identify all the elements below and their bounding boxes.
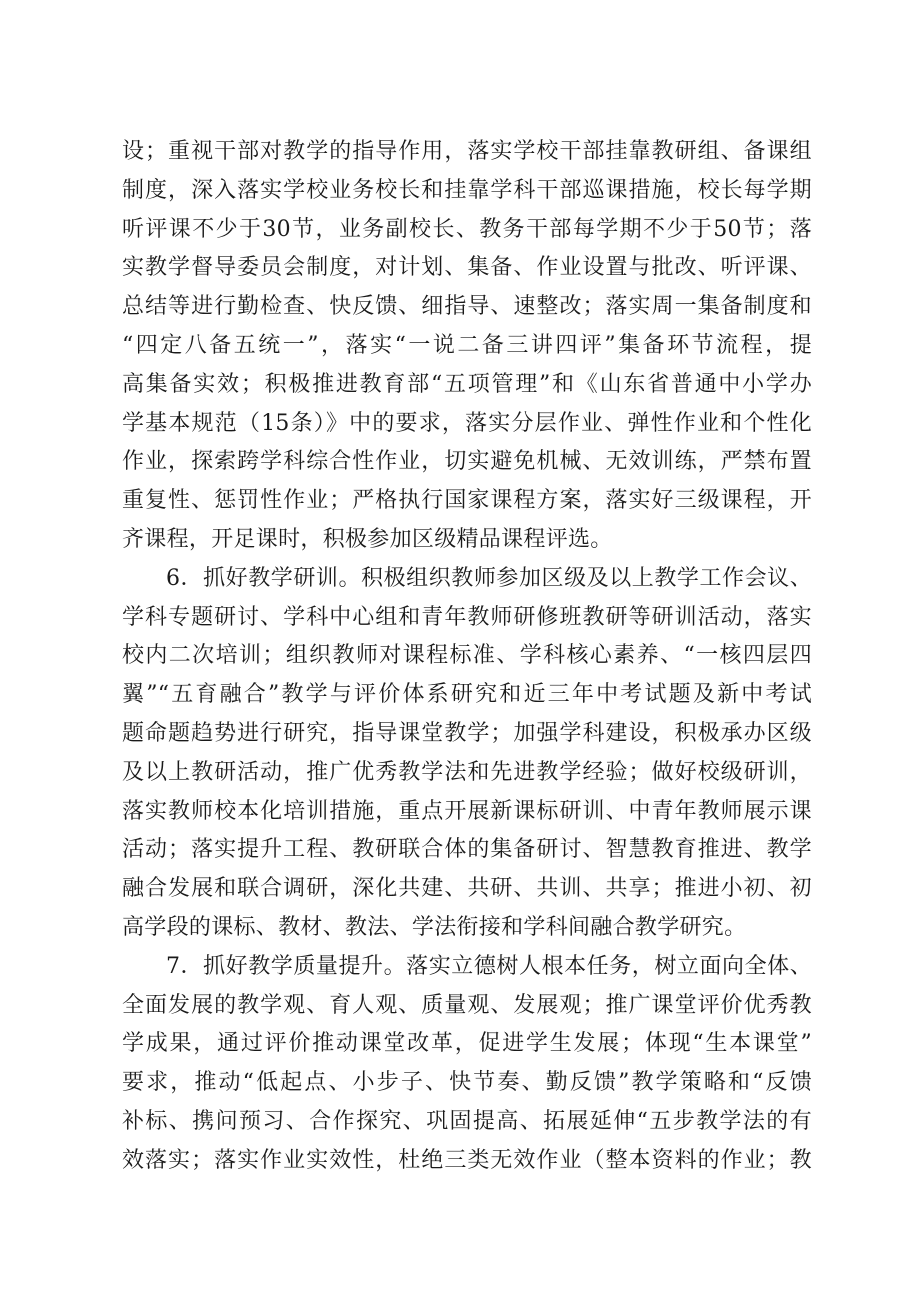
text-line: 6．抓好教学研训。积极组织教师参加区级及以上教学工作会议、 xyxy=(166,565,812,591)
text-line: 听评课不少于30节，业务副校长、教务干部每学期不少于50节；落 xyxy=(122,216,812,242)
text-line: 7．抓好教学质量提升。落实立德树人根本任务，树立面向全体、 xyxy=(166,953,812,979)
text-line: 效落实；落实作业实效性，杜绝三类无效作业（整本资料的作业；教 xyxy=(122,1147,812,1173)
text-line: 制度，深入落实学校业务校长和挂靠学科干部巡课措施，校长每学期 xyxy=(122,177,812,203)
text-line: 设；重视干部对教学的指导作用，落实学校干部挂靠教研组、备课组 xyxy=(122,139,812,164)
paragraph-continued xyxy=(122,133,812,560)
text-line: 校内二次培训；组织教师对课程标准、学科核心素养、“一核四层四 xyxy=(122,643,812,669)
paragraph-item-6 xyxy=(122,560,812,948)
text-line: 齐课程，开足课时，积极参加区级精品课程评选。 xyxy=(122,526,613,552)
paragraph-item-7 xyxy=(122,948,812,1181)
text-line: 重复性、惩罚性作业；严格执行国家课程方案，落实好三级课程，开 xyxy=(122,488,812,514)
text-line: 高学段的课标、教材、教法、学法衔接和学科间融合教学研究。 xyxy=(122,914,747,940)
text-line: 学科专题研讨、学科中心组和青年教师研修班教研等研训活动，落实 xyxy=(122,604,812,630)
text-line: “四定八备五统一”，落实“一说二备三讲四评”集备环节流程，提 xyxy=(122,332,812,358)
text-line: 活动；落实提升工程、教研联合体的集备研讨、智慧教育推进、教学 xyxy=(122,837,812,863)
text-line: 学成果，通过评价推动课堂改革，促进学生发展；体现“生本课堂” xyxy=(122,1031,812,1057)
text-line: 翼”“五育融合”教学与评价体系研究和近三年中考试题及新中考试 xyxy=(122,682,812,708)
text-line: 高集备实效；积极推进教育部“五项管理”和《山东省普通中小学办 xyxy=(122,371,812,397)
text-line: 要求，推动“低起点、小步子、快节奏、勤反馈”教学策略和“反馈 xyxy=(122,1070,812,1096)
text-line: 全面发展的教学观、育人观、质量观、发展观；推广课堂评价优秀教 xyxy=(122,992,812,1018)
body-text xyxy=(122,133,812,1181)
text-line: 融合发展和联合调研，深化共建、共研、共训、共享；推进小初、初 xyxy=(122,876,812,902)
text-line: 及以上教研活动，推广优秀教学法和先进教学经验；做好校级研训， xyxy=(122,759,812,785)
text-line: 作业，探索跨学科综合性作业，切实避免机械、无效训练，严禁布置 xyxy=(122,449,812,475)
text-line: 总结等进行勤检查、快反馈、细指导、速整改；落实周一集备制度和 xyxy=(122,294,812,320)
text-line: 实教学督导委员会制度，对计划、集备、作业设置与批改、听评课、 xyxy=(122,255,812,281)
text-line: 落实教师校本化培训措施，重点开展新课标研训、中青年教师展示课 xyxy=(122,798,812,824)
text-line: 补标、携问预习、合作探究、巩固提高、拓展延伸“五步教学法的有 xyxy=(122,1108,812,1134)
text-line: 题命题趋势进行研究，指导课堂教学；加强学科建设，积极承办区级 xyxy=(122,720,812,746)
text-line: 学基本规范（15条）》中的要求，落实分层作业、弹性作业和个性化 xyxy=(122,410,812,436)
